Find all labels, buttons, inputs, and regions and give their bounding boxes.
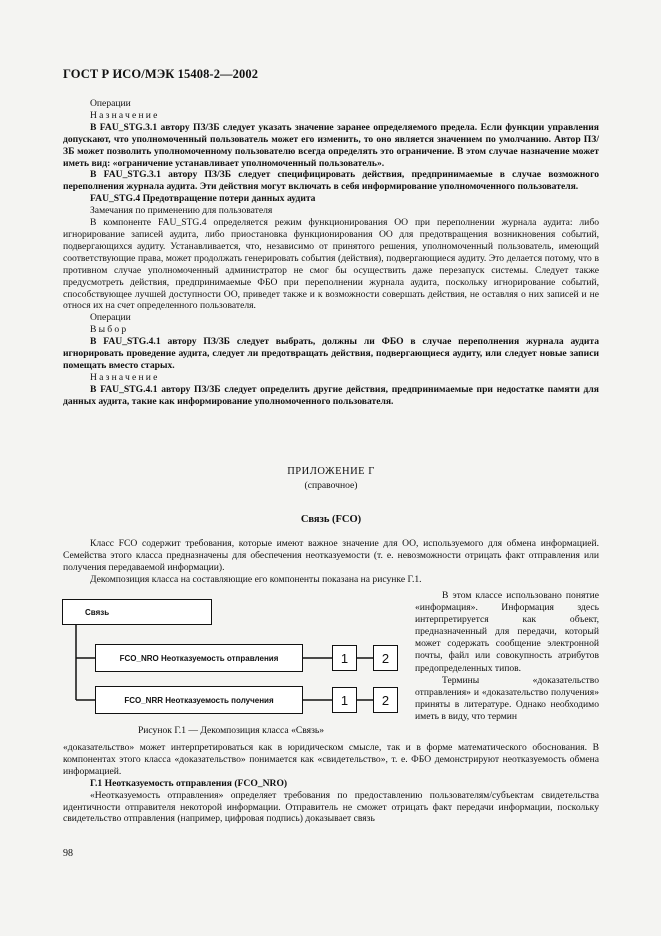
bottom-text-block <box>63 742 599 825</box>
page-number: 98 <box>63 848 73 859</box>
paragraph: Операции <box>90 98 131 109</box>
paragraph: FAU_STG.4 Предотвращение потери данных аудита <box>90 193 316 205</box>
paragraph: В FAU_STG.4.1 автору ПЗ/ЗБ следует выбрать, должны ли ФБО в случае переполнения журнала аудита игнорировать проведение аудита, следует ли предотвращать действия, подвергающиеся аудиту, или следует новые записи помещать вместо старых. <box>63 336 599 371</box>
section-title: Связь (FCO) <box>300 514 362 525</box>
family-box-nrr: FCO_NRR Неотказуемость получения <box>95 686 303 714</box>
paragraph: Класс FCO содержит требования, которые имеют важное значение для ОО, используемого для обмена информацией. Семейства этого класса предназначены для обеспечения неотказуемости (т. е. невозможности отрицать факт отправления или получения передаваемой информации). <box>63 538 599 573</box>
paragraph: Замечания по применению для пользователя <box>90 205 273 217</box>
right-column-text <box>415 590 599 723</box>
figure-caption: Рисунок Г.1 — Декомпозиция класса «Связь» <box>137 725 325 736</box>
paragraph: Декомпозиция класса на составляющие его компоненты показана на рисунке Г.1. <box>90 573 422 585</box>
paragraph: Термины «доказательство отправления» и «доказательство получения» приняты в литературе. Однако необходимо иметь в виду, что термин <box>415 674 599 722</box>
component-box: 2 <box>373 687 398 713</box>
component-box: 1 <box>332 687 357 713</box>
paragraph: «доказательство» может интерпретироваться как в юридическом смысле, так и в форме математического обоснования. В компонентах этого класса «доказательство» понимается как «свидетельство», т. е. ФБО демонстрируют неотказуемость обмена информацией. <box>63 742 599 777</box>
component-box: 2 <box>373 645 398 671</box>
component-box: 1 <box>332 645 357 671</box>
annex-title: ПРИЛОЖЕНИЕ Г <box>287 466 375 477</box>
decomposition-diagram <box>62 597 398 717</box>
paragraph: В компоненте FAU_STG.4 определяется режим функционирования ОО при переполнении журнала аудита: либо игнорирование записей аудита, либо приостановка функционирования ОО для предотвращения возникновения событий, подвергающихся аудиту. Устанавливается, что, независимо от принятого решения, уполномоченный пользователь, имеющий соответствующие права, может продолжать генерировать события (действия), подвергающиеся аудиту. Это делается потому, что в противном случае уполномоченный администратор не смог бы осуществить даже перезапуск системы. Следует также предусмотреть действия, предпринимаемые ФБО при переполнении журнала аудита, поскольку игнорирование событий, способствующее лучшей доступности ОО, приведет также и к возможности совершать действия, не оставляя о них записей и не относя их на счет определенного пользователя. <box>63 217 599 312</box>
top-text-block <box>63 98 599 408</box>
paragraph: В FAU_STG.3.1 автору ПЗ/ЗБ следует специфицировать действия, предпринимаемые в случае возможного переполнения журнала аудита. Эти действия могут включать в себя информирование уполномоченного пользователя. <box>63 169 599 193</box>
paragraph: В этом классе использовано понятие «информация». Информация здесь интерпретируется как объект, предназначенный для передачи, который может содержать сообщение электронной почты, файл или совокупность атрибутов предопределенных типов. <box>415 590 599 674</box>
paragraph: Г.1 Неотказуемость отправления (FCO_NRO) <box>90 777 288 789</box>
paragraph: Назначение <box>90 109 160 121</box>
paragraph: В FAU_STG.4.1 автору ПЗ/ЗБ следует определить другие действия, предпринимаемые при недостатке памяти для данных аудита, такие как информирование уполномоченного пользователя. <box>63 383 599 407</box>
paragraph: «Неотказуемость отправления» определяет требования по предоставлению пользователям/субъектам свидетельства идентичности отправителя некоторой информации. Отправитель не сможет отрицать факт передачи информации, поскольку свидетельство отправления (например, цифровая подпись) доказывает связь <box>63 789 599 825</box>
paragraph: Выбор <box>90 324 129 336</box>
family-box-nro: FCO_NRO Неотказуемость отправления <box>95 644 303 672</box>
mid-text-block <box>63 538 599 586</box>
paragraph: Назначение <box>90 371 160 383</box>
document-header: ГОСТ Р ИСО/МЭК 15408-2—2002 <box>63 67 259 81</box>
paragraph: В FAU_STG.3.1 автору ПЗ/ЗБ следует указать значение заранее определяемого предела. Если функции управления допускают, что уполномоченный пользователь может его изменить, то оно является значением по умолчанию. Автор ПЗ/ЗБ может позволить уполномоченному пользователю всегда определять это ограничение. В этом случае назначение может иметь вид: «ограничение устанавливает уполномоченный пользователь». <box>63 121 599 169</box>
annex-subtitle: (справочное) <box>304 480 358 491</box>
paragraph: Операции <box>90 312 131 324</box>
class-box: Связь <box>62 599 212 625</box>
